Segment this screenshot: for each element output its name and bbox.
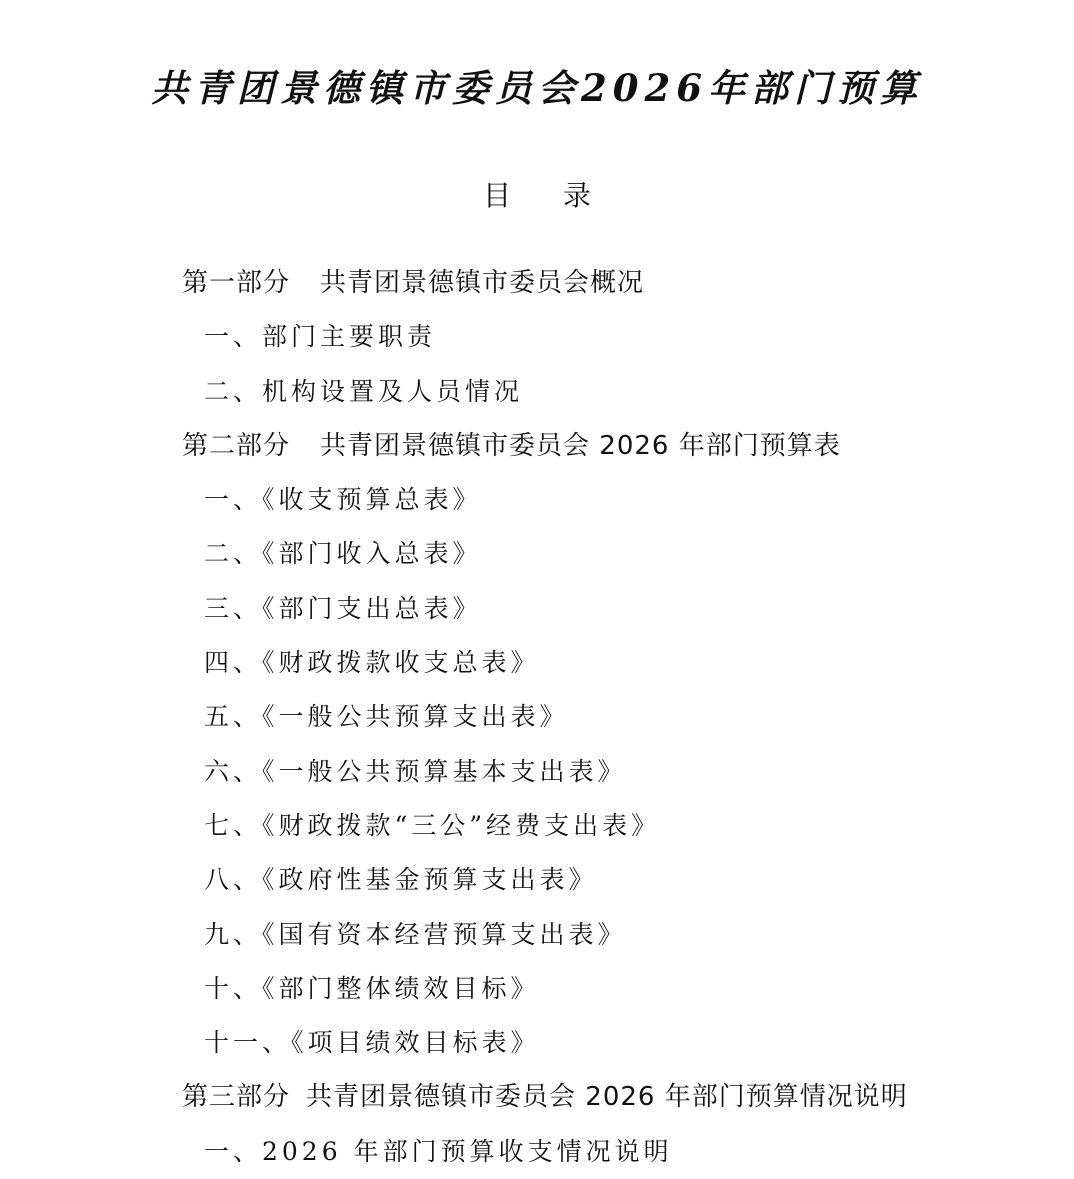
- toc-item[interactable]: 十一、《项目绩效目标表》: [204, 1028, 540, 1058]
- toc-part-1[interactable]: [182, 256, 1042, 310]
- toc-item[interactable]: 八、《政府性基金预算支出表》: [204, 865, 598, 895]
- toc-part-3[interactable]: [182, 1070, 1042, 1124]
- toc-item[interactable]: 十、《部门整体绩效目标》: [204, 973, 540, 1003]
- toc-part-label: 第三部分: [182, 1082, 291, 1113]
- toc-item[interactable]: 二、《部门收入总表》: [204, 539, 482, 569]
- toc-item[interactable]: 一、2026 年部门预算收支情况说明: [204, 1136, 673, 1166]
- toc-part-title: 共青团景德镇市委员会 2026 年部门预算表: [320, 430, 841, 461]
- toc-item[interactable]: 九、《国有资本经营预算支出表》: [204, 919, 627, 949]
- toc-item[interactable]: 五、《一般公共预算支出表》: [204, 702, 569, 732]
- toc-item[interactable]: 三、《部门支出总表》: [204, 593, 482, 623]
- toc-part-2[interactable]: [182, 419, 1042, 473]
- toc-part-label: 第二部分: [182, 430, 291, 461]
- toc-part-title: 共青团景德镇市委员会概况: [320, 268, 645, 298]
- toc-part-label: 第一部分: [182, 268, 291, 298]
- table-of-contents: [182, 256, 1042, 1179]
- toc-item[interactable]: 二、机构设置及人员情况: [204, 376, 524, 406]
- document-title: 共青团景德镇市委员会2026年部门预算: [151, 66, 923, 110]
- toc-item[interactable]: 一、《收支预算总表》: [204, 485, 482, 515]
- toc-heading: 目录: [482, 179, 643, 212]
- toc-item[interactable]: 四、《财政拨款收支总表》: [204, 648, 540, 678]
- toc-item[interactable]: 六、《一般公共预算基本支出表》: [204, 756, 627, 786]
- toc-part-title: 共青团景德镇市委员会 2026 年部门预算情况说明: [306, 1082, 908, 1113]
- toc-item[interactable]: 一、部门主要职责: [204, 322, 437, 352]
- toc-item[interactable]: 七、《财政拨款“三公”经费支出表》: [204, 810, 661, 840]
